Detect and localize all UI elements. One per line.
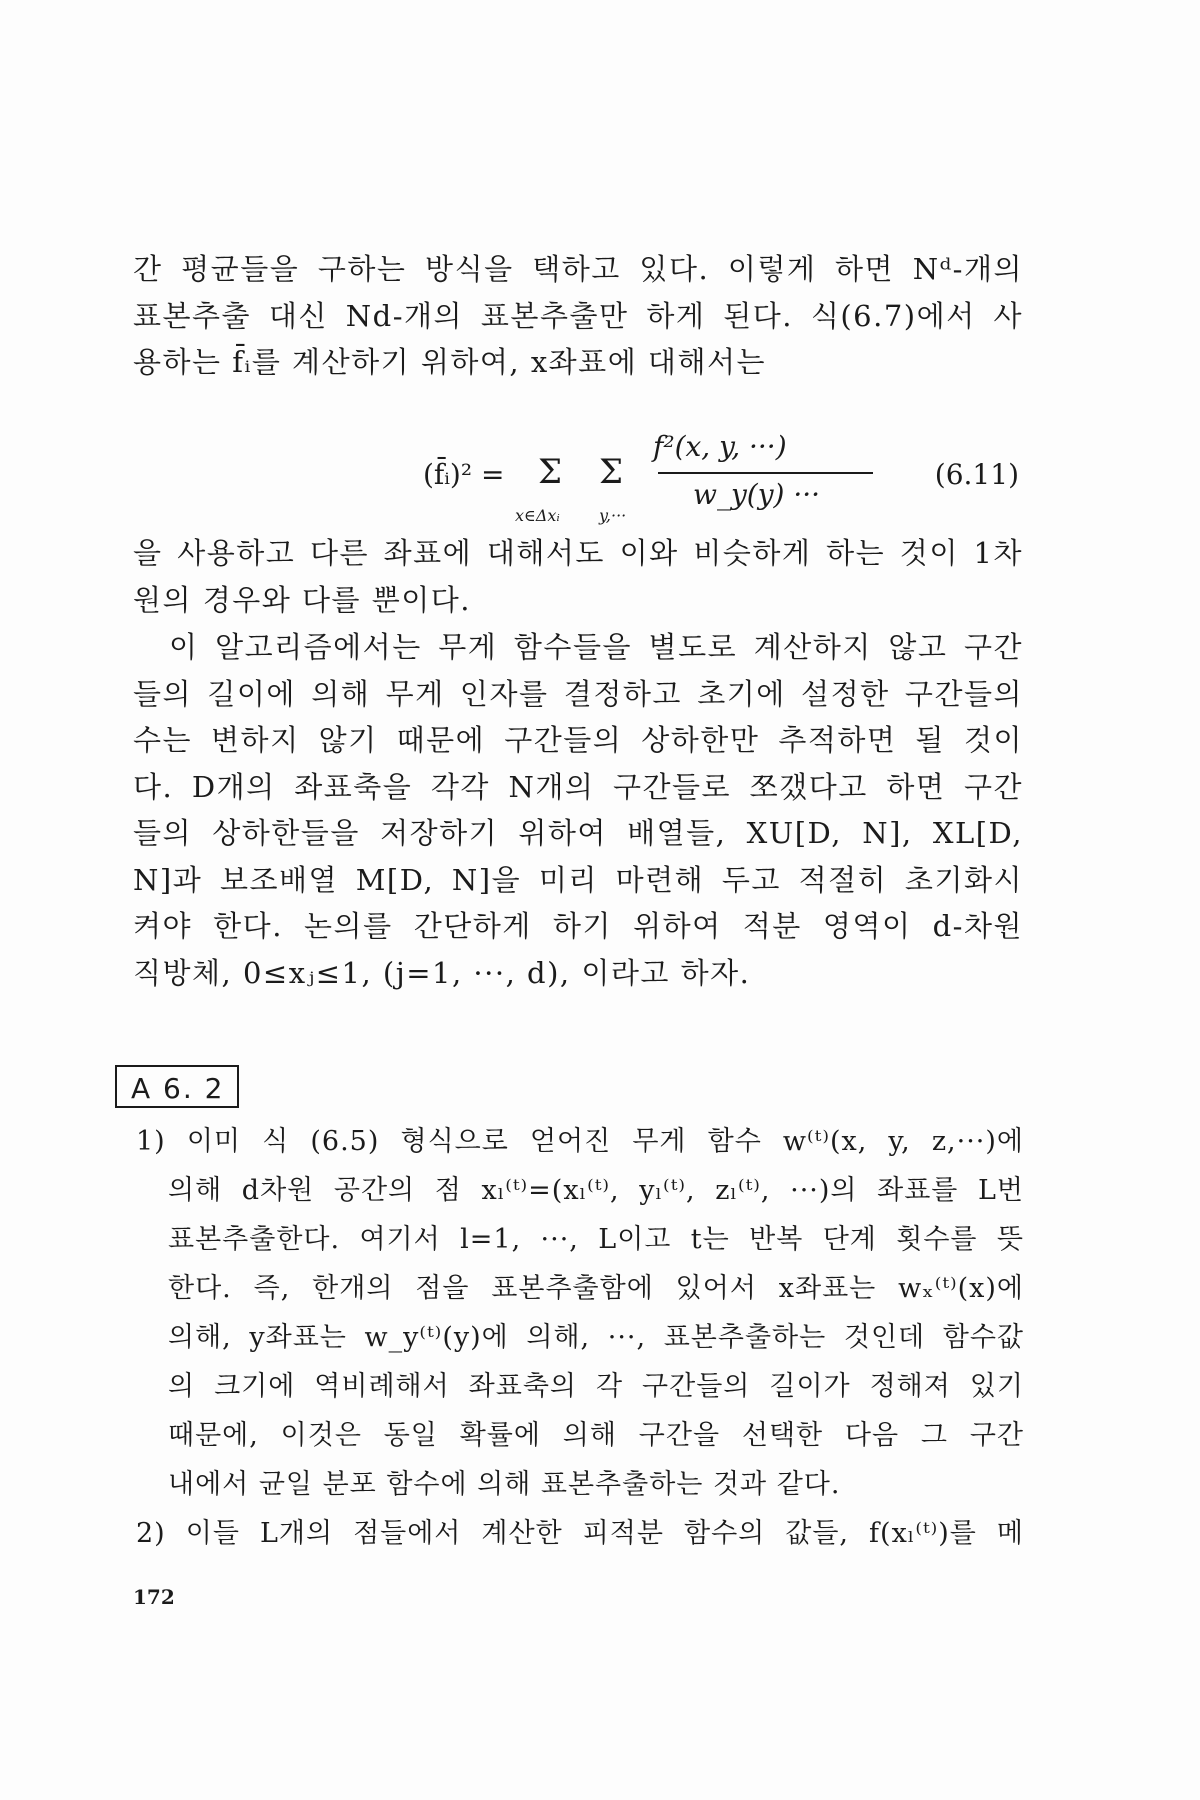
text-line: 을 사용하고 다른 좌표에 대해서도 이와 비슷하게 하는 것이 1차 — [133, 536, 1023, 570]
step-line: 의해 d차원 공간의 점 xₗ⁽ᵗ⁾=(xₗ⁽ᵗ⁾, yₗ⁽ᵗ⁾, zₗ⁽ᵗ⁾, ···)의 좌표를 L번 — [168, 1175, 1024, 1206]
step-line: 한다. 즉, 한개의 점을 표본추출함에 있어서 x좌표는 wₓ⁽ᵗ⁾(x)에 — [168, 1273, 1024, 1304]
paragraph-continuation — [133, 530, 1023, 623]
algorithm-label: A 6. 2 — [115, 1065, 239, 1108]
equation-6-11 — [133, 428, 1023, 528]
step-line: 의 크기에 역비례해서 좌표축의 각 구간들의 길이가 정해져 있기 — [168, 1371, 1024, 1402]
step-line: 2) 이들 L개의 점들에서 계산한 피적분 함수의 값들, f(xₗ⁽ᵗ⁾)를 메 — [136, 1518, 1024, 1549]
text-line: 이 알고리즘에서는 무게 함수들을 별도로 계산하지 않고 구간 — [169, 630, 1023, 664]
algorithm-steps — [136, 1117, 1024, 1558]
paragraph-intro — [133, 246, 1023, 386]
text-line: 수는 변하지 않기 때문에 구간들의 상하한만 추적하면 될 것이 — [133, 723, 1023, 757]
fraction-numerator: f²(x, y, ···) — [653, 430, 787, 463]
text-line: 원의 경우와 다를 뿐이다. — [133, 582, 472, 617]
algorithm-step-2 — [136, 1509, 1024, 1558]
summation-symbol: Σ — [538, 452, 563, 492]
text-line: 표본추출 대신 Nd-개의 표본추출만 하게 된다. 식(6.7)에서 사 — [133, 298, 1023, 333]
text-line: 들의 상하한들을 저장하기 위하여 배열들, XU[D, N], XL[D, — [133, 816, 1023, 850]
step-line: 의해, y좌표는 w_y⁽ᵗ⁾(y)에 의해, ···, 표본추출하는 것인데 함수값 — [168, 1322, 1024, 1353]
fraction-denominator: w_y(y) ··· — [693, 478, 821, 511]
equation-lhs: (f̄ᵢ)² = — [423, 458, 505, 491]
text-line: N]과 보조배열 M[D, N]을 미리 마련해 두고 적절히 초기화시 — [133, 862, 1023, 897]
fraction-bar — [658, 472, 873, 474]
text-line: 용하는 f̄ᵢ를 계산하기 위하여, x좌표에 대해서는 — [133, 345, 766, 379]
algorithm-step-1 — [136, 1117, 1024, 1509]
text-line: 간 평균들을 구하는 방식을 택하고 있다. 이렇게 하면 Nᵈ-개의 — [133, 252, 1023, 286]
paragraph-algorithm-description — [133, 624, 1023, 996]
summation-symbol: Σ — [599, 452, 624, 492]
summation-subscript: y,··· — [599, 506, 627, 525]
step-line: 때문에, 이것은 동일 확률에 의해 구간을 선택한 다음 그 구간 — [168, 1420, 1024, 1451]
text-line: 다. D개의 좌표축을 각각 N개의 구간들로 쪼갰다고 하면 구간 — [133, 769, 1023, 804]
step-line: 표본추출한다. 여기서 l=1, ···, L이고 t는 반복 단계 횟수를 뜻 — [168, 1224, 1024, 1255]
summation-subscript: x∈Δxᵢ — [515, 506, 560, 525]
text-line: 직방체, 0≤xⱼ≤1, (j=1, ···, d), 이라고 하자. — [133, 955, 751, 990]
step-line: 1) 이미 식 (6.5) 형식으로 얻어진 무게 함수 w⁽ᵗ⁾(x, y, z,···)에 — [136, 1126, 1024, 1157]
page-number: 172 — [133, 1585, 175, 1609]
equation-number: (6.11) — [934, 458, 1019, 491]
step-line: 내에서 균일 분포 함수에 의해 표본추출하는 것과 같다. — [168, 1469, 841, 1500]
text-line: 켜야 한다. 논의를 간단하게 하기 위하여 적분 영역이 d-차원 — [133, 909, 1023, 943]
text-line: 들의 길이에 의해 무게 인자를 결정하고 초기에 설정한 구간들의 — [133, 676, 1023, 711]
